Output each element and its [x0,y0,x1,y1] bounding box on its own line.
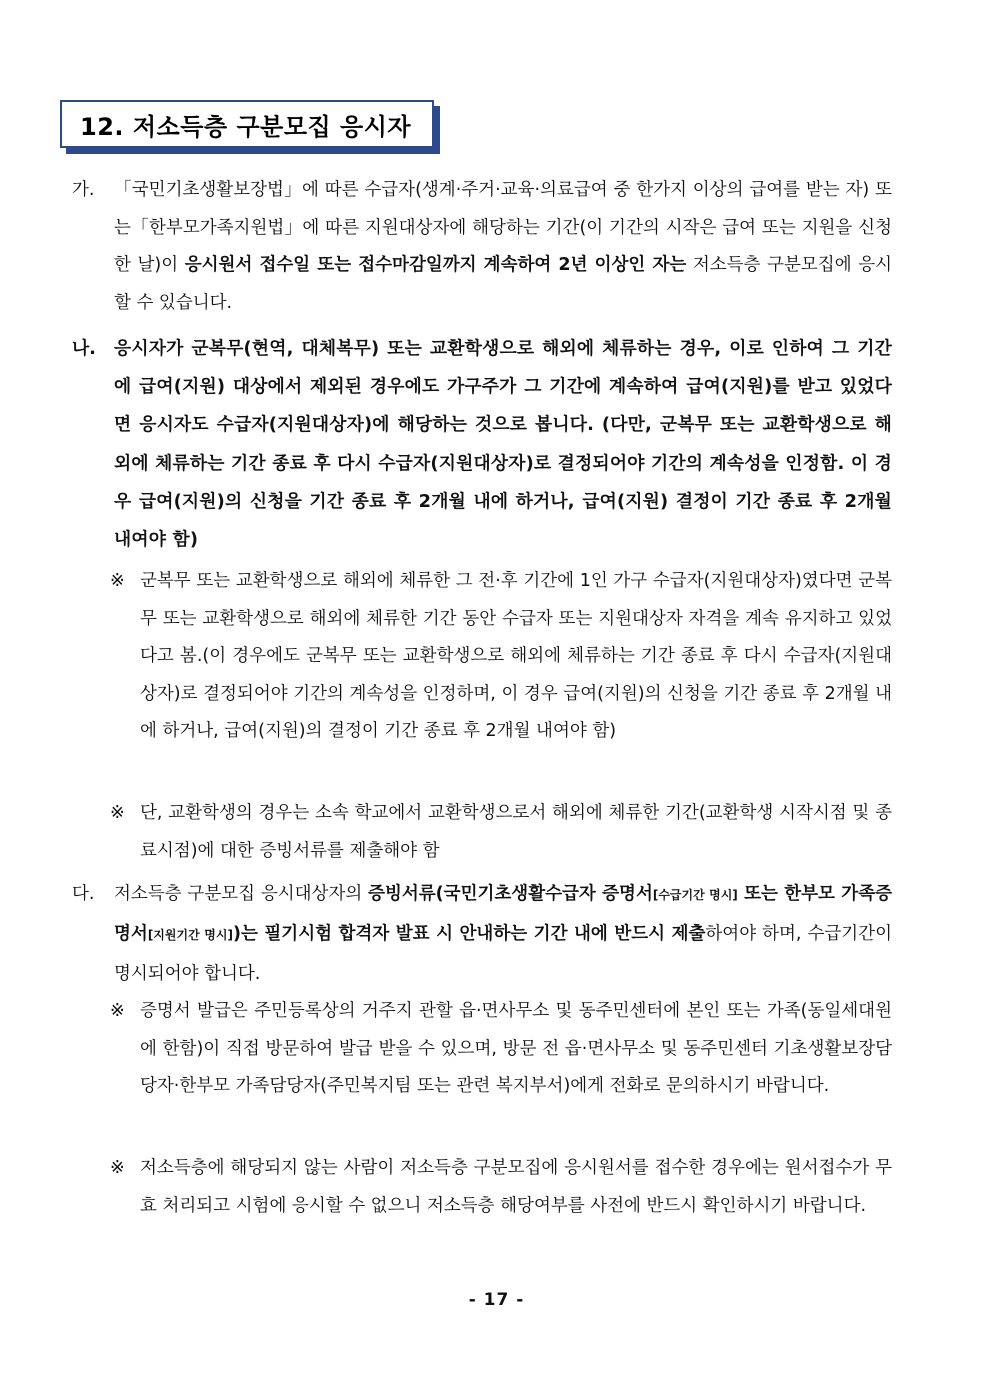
note-military-marker: ※ [110,571,125,591]
note-military-text: 군복무 또는 교환학생으로 해외에 체류한 그 전·후 기간에 1인 가구 수급자(지원대상자)였다면 군복무 또는 교환학생으로 해외에 체류한 기간 동안 수급자 또는 지원대상자 자격을 계속 유지하고 있었다고 봄.(이 경우에도 군복무 또는 교환학생으로 해외에 체류하는 기간 종료 후 다시 수급자(지원대상자)로 결정되어야 기간의 계속성을 인정하며, 이 경우 급여(지원)의 신청을 기간 종료 후 2개월 내에 하거나, 급여(지원)의 결정이 기간 종료 후 2개월 내여야 함) [140,571,892,741]
item-ga-marker: 가. [72,180,95,200]
item-na [72,330,892,559]
section-title: 12. 저소득층 구분모집 응시자 [80,112,412,141]
item-ga [72,172,892,322]
item-ga-text-part2: 저소득층 구분모집에 응시할 수 있습니다. [114,255,893,313]
item-na-text: 응시자가 군복무(현역, 대체복무) 또는 교환학생으로 해외에 체류하는 경우, 이로 인하여 그 기간에 급여(지원) 대상에서 제외된 경우에도 가구주가 그 기간에 계속하여 급여(지원)를 받고 있었다면 응시자도 수급자(지원대상자)에 해당하는 것으로 봅니다. (다만, 군복무 또는 교환학생으로 해외에 체류하는 기간 종료 후 다시 수급자(지원대상자)로 결정되어야 기간의 계속성을 인정함. 이 경우 급여(지원)의 신청을 기간 종료 후 2개월 내에 하거나, 급여(지원) 결정이 기간 종료 후 2개월 내여야 함) [114,338,892,551]
note-invalid [110,1150,892,1225]
note-certificate-text: 증명서 발급은 주민등록상의 거주지 관할 읍·면사무소 및 동주민센터에 본인 또는 가족(동일세대원에 한함)이 직접 방문하여 발급 받을 수 있으며, 방문 전 읍·면사무소 및 동주민센터 기초생활보장담당자·한부모 가족담당자(주민복지팀 또는 관련 복지부서)에게 전화로 문의하시기 바랍니다. [140,1001,892,1096]
item-da-small1: [수급기간 명시] [652,888,738,902]
item-da-part1: 저소득층 구분모집 응시대상자의 [114,884,369,904]
item-ga-text-part1: 「국민기초생활보장법」에 따른 수급자(생계·주거·교육·의료급여 중 한가지 이상의 급여를 받는 자) 또는「한부모가족지원법」에 따른 지원대상자에 해당하는 기간(이 기간의 시작은 급여 또는 지원을 신청한 날)이 [114,180,892,275]
item-da-part2: 하여야 하며, 수급기간이 명시되어야 합니다. [114,924,892,984]
item-da-bold1: 증빙서류(국민기초생활수급자 증명서 [368,884,653,904]
note-exchange-student [110,795,892,870]
item-da-bold3: )는 필기시험 합격자 발표 시 안내하는 기간 내에 반드시 제출 [232,924,706,944]
note-exchange-marker: ※ [110,803,125,823]
note-invalid-text: 저소득층에 해당되지 않는 사람이 저소득층 구분모집에 응시원서를 접수한 경우에는 원서접수가 무효 처리되고 시험에 응시할 수 없으니 저소득층 해당여부를 사전에 반드시 확인하시기 바랍니다. [140,1158,892,1216]
note-invalid-marker: ※ [110,1158,125,1178]
item-ga-text [114,172,892,322]
item-da-marker: 다. [72,884,95,904]
item-da [72,875,892,994]
item-da-text [114,875,892,994]
section-title-box [60,100,442,160]
item-da-small2: [지원기간 명시] [147,928,233,942]
item-na-marker: 나. [72,338,96,359]
item-da-bold2: 또는 한부모 가족증명서 [114,884,892,944]
note-certificate-marker: ※ [110,1001,125,1021]
note-certificate [110,993,892,1106]
page-number: - 17 - [468,1290,525,1310]
note-military [110,563,892,751]
title-frame [60,100,434,148]
note-exchange-text: 단, 교환학생의 경우는 소속 학교에서 교환학생으로서 해외에 체류한 기간(교환학생 시작시점 및 종료시점)에 대한 증빙서류를 제출해야 함 [140,803,892,861]
item-ga-text-bold: 응시원서 접수일 또는 접수마감일까지 계속하여 2년 이상인 자는 [184,255,687,275]
